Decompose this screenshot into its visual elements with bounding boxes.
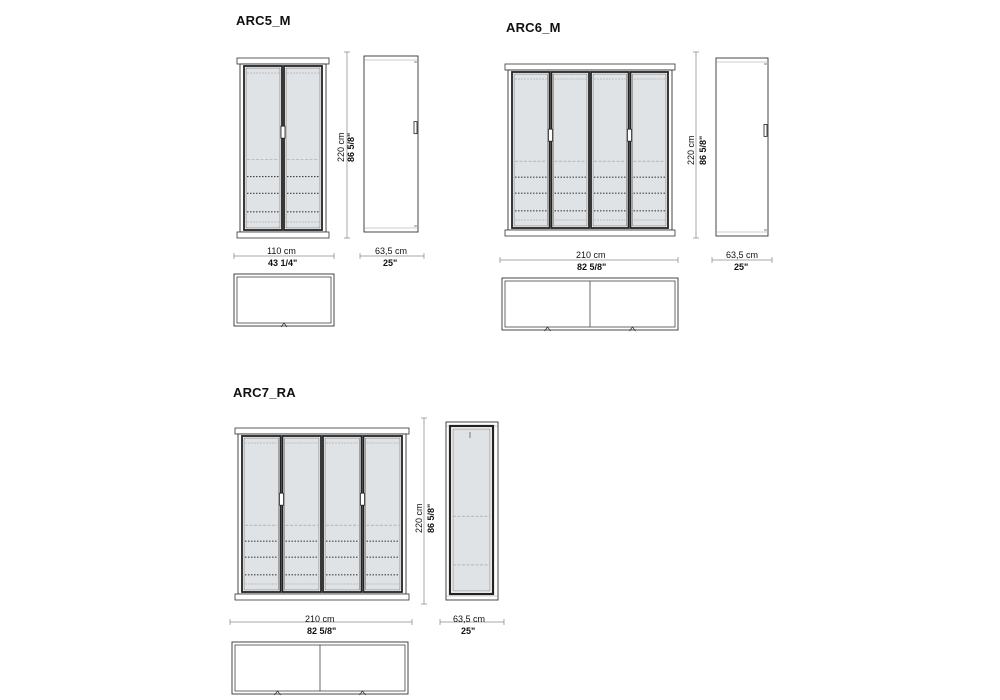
arc6-depth-cm: 63,5 cm [726,250,759,260]
arc7-door-glass [325,438,360,590]
arc6-top-cap [505,64,675,70]
arc5-plinth [237,232,329,238]
arc7-plinth [235,594,409,600]
arc7-door-glass [366,438,401,590]
model-title-arc6: ARC6_M [506,20,561,35]
arc6-depth-in: 25" [734,262,749,272]
arc7-height-in: 86 5/8" [426,503,436,533]
arc5-handle [281,126,285,138]
arc6-door-glass [554,74,588,226]
arc5-door-glass [286,68,320,228]
arc7-depth-in: 25" [461,626,476,636]
arc7-door-glass [244,438,279,590]
arc7-depth-cm: 63,5 cm [453,614,486,624]
arc7-door-glass [285,438,320,590]
arc7-handle [361,493,365,505]
arc6-side-handle [764,124,767,136]
arc7-front-width-in: 82 5/8" [307,626,337,636]
arc5-height-in: 86 5/8" [346,132,356,162]
arc6-door-glass [633,74,667,226]
arc6-height-in: 86 5/8" [698,135,708,165]
arc7-side-glass [453,429,490,591]
arc6-front-width-cm: 210 cm [576,250,606,260]
arc7-handle [280,493,284,505]
arc5-height-cm: 220 cm [336,132,346,162]
model-title-arc7: ARC7_RA [233,385,296,400]
arc6-door-glass [514,74,548,226]
arc6-plinth [505,230,675,236]
arc5-front-width-cm: 110 cm [267,246,296,256]
arc5-plan-inner [237,277,331,323]
arc6-handle [628,129,632,141]
arc7-top-cap [235,428,409,434]
arc5-depth-cm: 63,5 cm [375,246,408,256]
arc5-top-cap [237,58,329,64]
arc6-front-width-in: 82 5/8" [577,262,607,272]
arc6-side-body [716,58,768,236]
arc5-front-width-in: 43 1/4" [268,258,298,268]
arc6-height-cm: 220 cm [686,135,696,165]
arc7-front-width-cm: 210 cm [305,614,335,624]
model-title-arc5: ARC5_M [236,13,291,28]
arc5-door-glass [246,68,280,228]
arc5-depth-in: 25" [383,258,398,268]
arc5-side-handle [414,122,417,134]
arc7-height-cm: 220 cm [414,503,424,533]
arc6-handle [549,129,553,141]
arc5-side-body [364,56,418,232]
arc6-door-glass [593,74,627,226]
